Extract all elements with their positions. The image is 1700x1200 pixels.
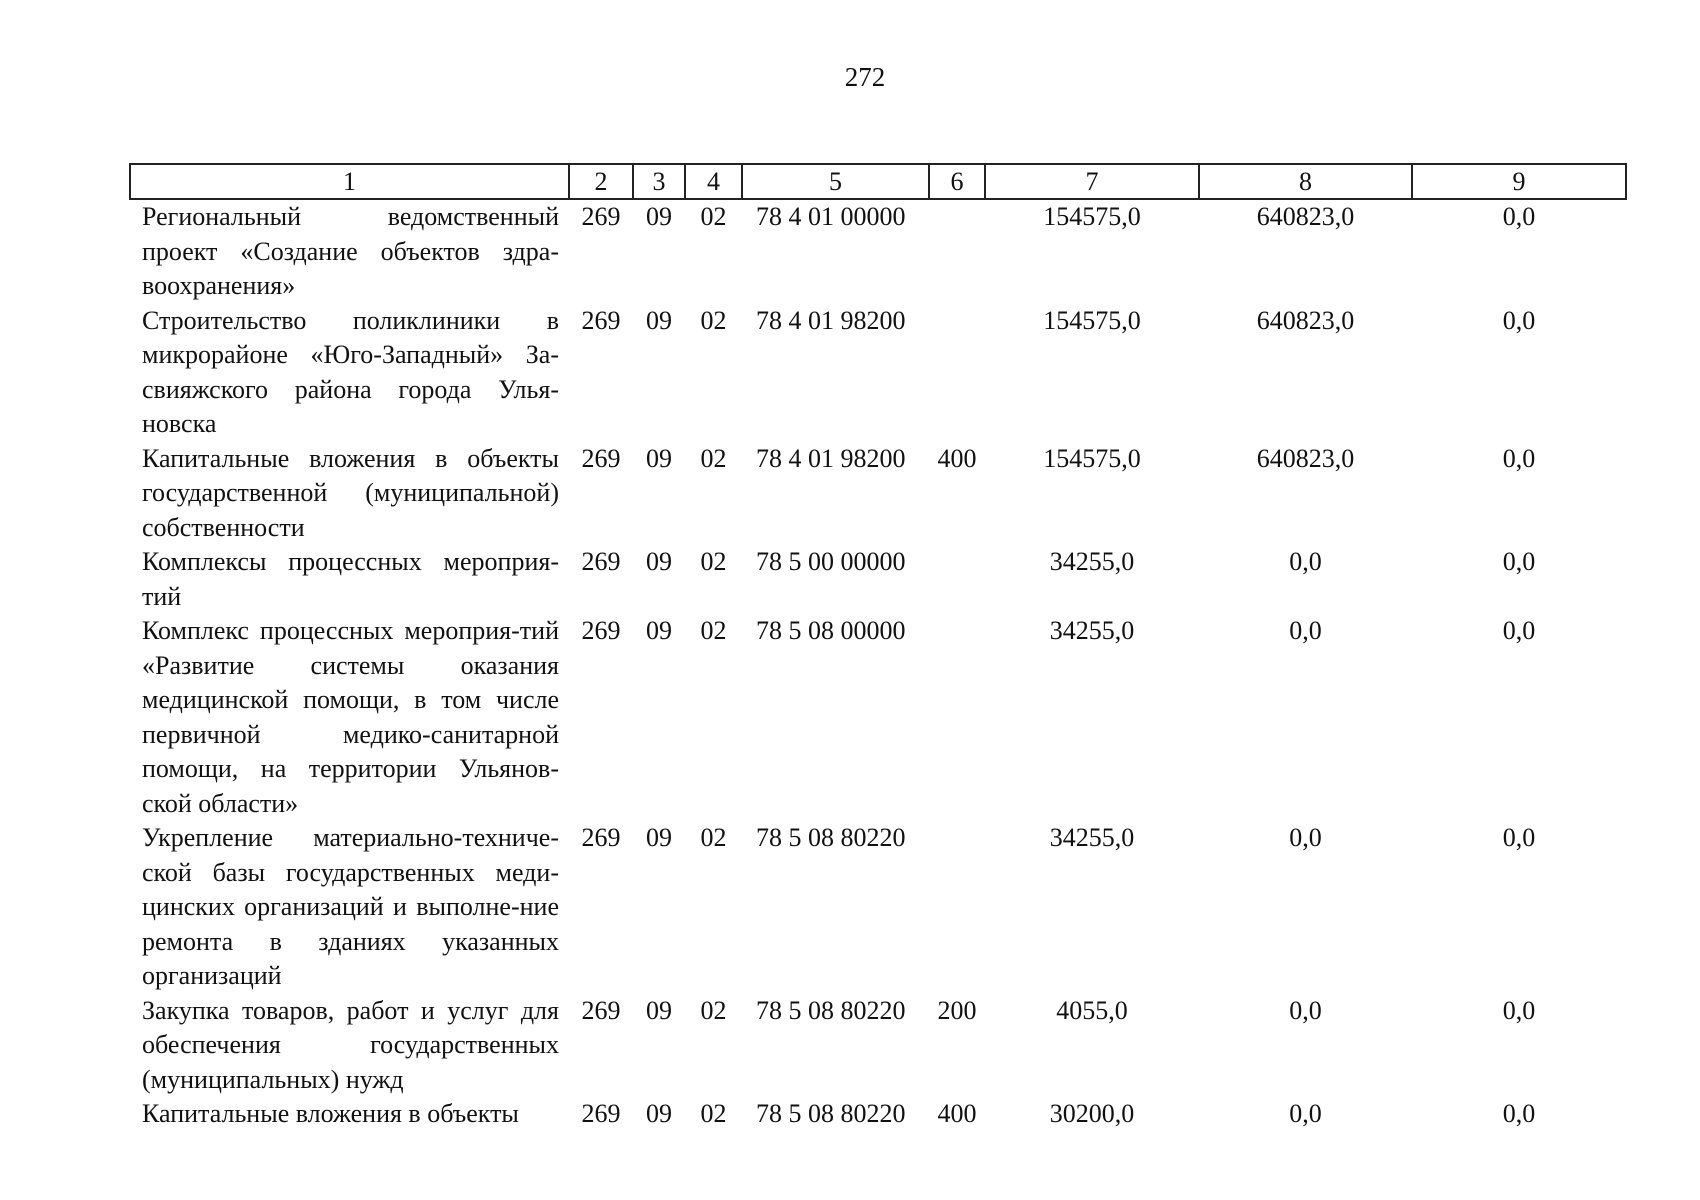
page-number: 272 [844, 62, 886, 92]
cell-col4: 02 [700, 547, 727, 576]
cell-col2: 269 [581, 995, 621, 1025]
cell-col9: 0,0 [1502, 823, 1536, 852]
header-row [130, 164, 1626, 199]
cell-col3: 09 [646, 823, 672, 852]
table-row [130, 994, 1626, 1098]
row-name: Региональный ведомственный проект «Создание объектов здра-воохранения» [142, 202, 559, 300]
row-name: Укрепление материально-техниче-ской базы государственных меди-цинских организаций и выполне-ние ремонта в зданиях указанных организаций [142, 823, 559, 990]
cell-col9: 0,0 [1502, 443, 1536, 473]
cell-col8: 0,0 [1289, 616, 1322, 645]
cell-col5: 78 5 00 00000 [756, 547, 906, 576]
cell-col6 [929, 199, 985, 304]
column-header-8: 8 [1199, 164, 1412, 199]
row-name: Капитальные вложения в объекты государственной (муниципальной) собственности [142, 443, 559, 542]
cell-col9: 0,0 [1502, 305, 1536, 335]
column-header-4: 4 [685, 164, 742, 199]
cell-col2: 269 [581, 443, 621, 473]
cell-col8: 0,0 [1289, 823, 1322, 852]
row-name: Строительство поликлиники в микрорайоне «Юго-Западный» За-свияжского района города Улья-новска [142, 305, 559, 438]
cell-col4: 02 [700, 995, 727, 1025]
cell-col7: 34255,0 [1049, 547, 1135, 576]
row-name: Комплекс процессных мероприя-тий «Развитие системы оказания медицинской помощи, в том числе первичной медико-санитарной помощи, на территории Ульянов-ской области» [142, 616, 559, 818]
table-row [130, 304, 1626, 442]
cell-col6: 400 [937, 1099, 977, 1128]
cell-col2: 269 [581, 202, 621, 231]
cell-col3: 09 [646, 1099, 672, 1128]
column-header-3: 3 [633, 164, 685, 199]
cell-col3: 09 [646, 995, 672, 1025]
cell-col8: 640823,0 [1256, 443, 1355, 473]
cell-col3: 09 [646, 202, 672, 231]
cell-col6 [929, 614, 985, 821]
table-row [130, 614, 1626, 821]
cell-col3: 09 [646, 443, 672, 473]
table-row [130, 821, 1626, 994]
cell-col7: 154575,0 [1043, 305, 1141, 335]
column-header-5: 5 [742, 164, 929, 199]
cell-col6 [929, 545, 985, 614]
cell-col9: 0,0 [1502, 1099, 1536, 1128]
cell-col4: 02 [700, 616, 727, 645]
cell-col9: 0,0 [1502, 616, 1536, 645]
cell-col6: 200 [937, 995, 977, 1025]
cell-col5: 78 5 08 00000 [756, 616, 906, 645]
column-header-9: 9 [1412, 164, 1626, 199]
cell-col5: 78 5 08 80220 [756, 823, 906, 852]
cell-col9: 0,0 [1502, 547, 1536, 576]
cell-col2: 269 [581, 305, 621, 335]
cell-col6 [929, 821, 985, 994]
cell-col2: 269 [581, 1099, 621, 1128]
cell-col7: 154575,0 [1043, 443, 1141, 473]
column-header-1: 1 [130, 164, 569, 199]
cell-col2: 269 [581, 616, 621, 645]
budget-table [129, 163, 1627, 1132]
cell-col7: 4055,0 [1056, 995, 1128, 1025]
row-name: Капитальные вложения в объекты [142, 1099, 519, 1128]
cell-col5: 78 5 08 80220 [756, 1099, 906, 1128]
column-header-6: 6 [929, 164, 985, 199]
column-header-2: 2 [569, 164, 633, 199]
cell-col3: 09 [646, 616, 672, 645]
cell-col3: 09 [646, 547, 672, 576]
cell-col9: 0,0 [1502, 202, 1536, 231]
row-name: Комплексы процессных мероприя-тий [142, 547, 559, 611]
cell-col2: 269 [581, 547, 621, 576]
cell-col7: 154575,0 [1043, 202, 1141, 231]
cell-col4: 02 [700, 202, 727, 231]
table-row [130, 545, 1626, 614]
cell-col3: 09 [646, 305, 672, 335]
cell-col8: 0,0 [1289, 547, 1322, 576]
cell-col4: 02 [700, 823, 727, 852]
column-header-7: 7 [985, 164, 1199, 199]
table-row [130, 199, 1626, 304]
cell-col9: 0,0 [1502, 995, 1536, 1025]
table-row [130, 1097, 1626, 1132]
cell-col7: 34255,0 [1049, 823, 1135, 852]
cell-col8: 640823,0 [1256, 305, 1355, 335]
cell-col6 [929, 304, 985, 442]
cell-col4: 02 [700, 1099, 727, 1128]
row-name: Закупка товаров, работ и услуг для обеспечения государственных (муниципальных) нужд [142, 995, 559, 1094]
cell-col8: 640823,0 [1256, 202, 1355, 231]
cell-col5: 78 4 01 98200 [756, 443, 906, 473]
cell-col5: 78 4 01 98200 [756, 305, 906, 335]
cell-col5: 78 4 01 00000 [756, 202, 906, 231]
cell-col6: 400 [937, 443, 977, 473]
cell-col2: 269 [581, 823, 621, 852]
cell-col7: 30200,0 [1049, 1099, 1135, 1128]
cell-col8: 0,0 [1289, 1099, 1322, 1128]
cell-col5: 78 5 08 80220 [756, 995, 906, 1025]
cell-col4: 02 [700, 443, 727, 473]
cell-col7: 34255,0 [1049, 616, 1135, 645]
cell-col4: 02 [700, 305, 727, 335]
table-row [130, 442, 1626, 546]
cell-col8: 0,0 [1289, 995, 1322, 1025]
